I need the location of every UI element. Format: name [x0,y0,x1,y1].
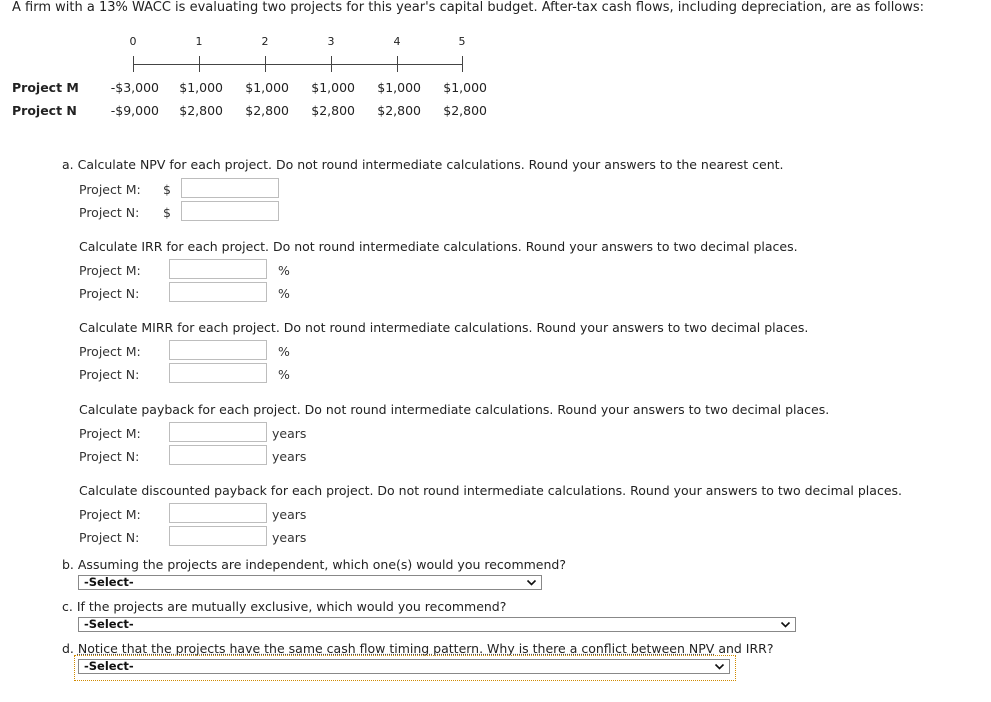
part-b-selected-value: -Select- [84,575,134,589]
year-label: 0 [129,35,137,48]
mirr-project-m-input[interactable] [169,340,267,360]
timeline-tick [199,56,200,72]
cash-flow-value: $2,800 [179,103,223,118]
npv-prompt: a. Calculate NPV for each project. Do not round intermediate calculations. Round your answers to the nearest cent. [62,157,784,172]
discounted-payback-prompt: Calculate discounted payback for each project. Do not round intermediate calculations. Round your answers to two decimal places. [79,483,902,498]
irr-project-m-input[interactable] [169,259,267,279]
chevron-down-icon [526,577,537,588]
payback-project-n-input[interactable] [169,445,267,465]
npv-project-n-input[interactable] [181,201,279,221]
cash-flow-value: $1,000 [179,80,223,95]
cash-flow-value: $1,000 [377,80,421,95]
cash-flow-value: $2,800 [443,103,487,118]
irr-project-n-input[interactable] [169,282,267,302]
chevron-down-icon [780,619,791,630]
timeline-tick [133,56,134,72]
timeline-tick [265,56,266,72]
chevron-down-icon [714,661,725,672]
npv-project-m-label: Project M: [79,182,141,197]
year-label: 5 [458,35,466,48]
timeline-tick [331,56,332,72]
cash-flow-value: $1,000 [443,80,487,95]
year-label: 1 [195,35,203,48]
npv-currency-symbol: $ [163,205,171,220]
cash-flow-value: $2,800 [311,103,355,118]
mirr-prompt: Calculate MIRR for each project. Do not round intermediate calculations. Round your answers to two decimal places. [79,320,809,335]
cash-flow-value: $1,000 [311,80,355,95]
part-b-prompt: b. Assuming the projects are independent, which one(s) would you recommend? [62,557,566,572]
part-d-prompt-tail: and IRR? [714,641,774,656]
npv-currency-symbol: $ [163,182,171,197]
years-unit: years [272,530,307,545]
disc-payback-project-m-input[interactable] [169,503,267,523]
percent-unit: % [278,286,290,301]
part-d-prefix: d. [62,641,78,656]
disc-payback-project-n-label: Project N: [79,530,140,545]
timeline-tick [397,56,398,72]
mirr-project-n-input[interactable] [169,363,267,383]
mirr-project-n-label: Project N: [79,367,140,382]
timeline-axis [133,64,463,65]
project-n-label: Project N [12,103,77,118]
percent-unit: % [278,263,290,278]
timeline-tick [462,56,463,72]
part-d-selected-value: -Select- [84,659,134,673]
project-m-label: Project M [12,80,79,95]
mirr-project-m-label: Project M: [79,344,141,359]
cash-flow-value: $2,800 [245,103,289,118]
part-c-select[interactable] [78,617,796,632]
years-unit: years [272,426,307,441]
cash-flow-value: -$9,000 [110,103,159,118]
part-b-select[interactable] [78,575,542,590]
disc-payback-project-m-label: Project M: [79,507,141,522]
payback-prompt: Calculate payback for each project. Do not round intermediate calculations. Round your answers to two decimal places. [79,402,830,417]
percent-unit: % [278,367,290,382]
part-c-prompt: c. If the projects are mutually exclusive, which would you recommend? [62,599,507,614]
cash-flow-value: $2,800 [377,103,421,118]
cash-flow-value: $1,000 [245,80,289,95]
years-unit: years [272,449,307,464]
disc-payback-project-n-input[interactable] [169,526,267,546]
percent-unit: % [278,344,290,359]
part-d-prompt-underlined: Notice that the projects have the same cash flow timing pattern. Why is there a conflict between NPV [77,641,715,656]
npv-project-n-label: Project N: [79,205,140,220]
problem-intro: A firm with a 13% WACC is evaluating two projects for this year's capital budget. After-tax cash flows, including depreciation, are as follows: [12,0,925,15]
irr-project-m-label: Project M: [79,263,141,278]
part-d-prompt [62,641,774,656]
irr-project-n-label: Project N: [79,286,140,301]
payback-project-m-input[interactable] [169,422,267,442]
npv-project-m-input[interactable] [181,178,279,198]
part-d-select[interactable] [78,659,730,674]
part-c-selected-value: -Select- [84,617,134,631]
cash-flow-value: -$3,000 [110,80,159,95]
year-label: 2 [261,35,269,48]
irr-prompt: Calculate IRR for each project. Do not round intermediate calculations. Round your answers to two decimal places. [79,239,798,254]
year-label: 4 [393,35,401,48]
year-label: 3 [327,35,335,48]
years-unit: years [272,507,307,522]
payback-project-n-label: Project N: [79,449,140,464]
payback-project-m-label: Project M: [79,426,141,441]
